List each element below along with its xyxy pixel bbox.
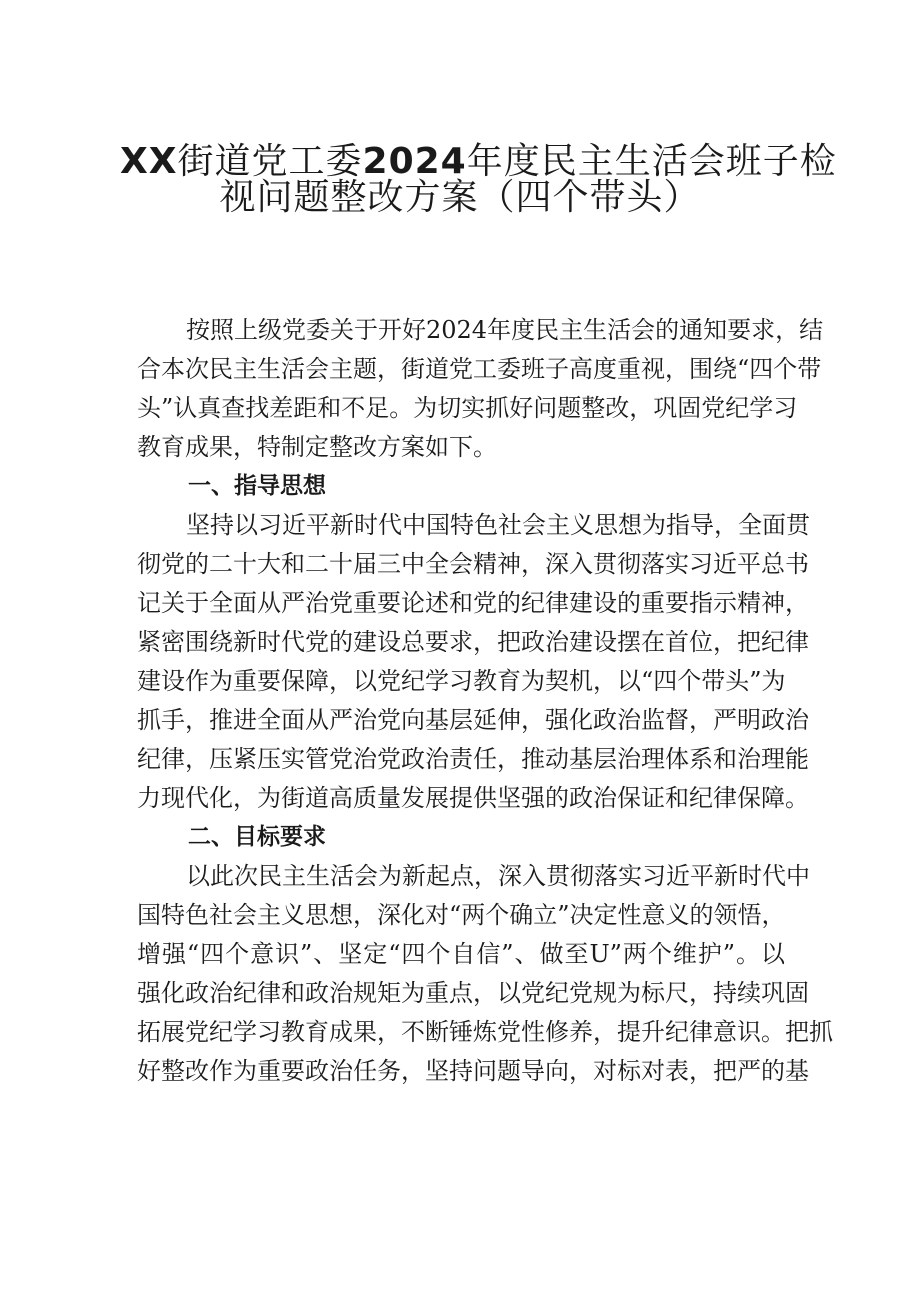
section-2-line: 好整改作为重要政治任务，坚持问题导向，对标对表，把严的基 — [137, 1057, 809, 1085]
intro-line: 教育成果，特制定整改方案如下。 — [137, 433, 497, 461]
section-2-line: 强化政治纪律和政治规矩为重点，以党纪党规为标尺，持续巩固 — [137, 979, 809, 1007]
document-title-line-2: 视问题整改方案（四个带头） — [219, 177, 701, 218]
section-1-line: 纪律，压紧压实管党治党政治责任，推动基层治理体系和治理能 — [137, 745, 809, 773]
title-prefix: XX — [120, 141, 178, 182]
intro-line: 按照上级党委关于开好2024年度民主生活会的通知要求，结 — [186, 316, 824, 344]
section-2-line: 增强“四个意识”、坚定“四个自信”、做至U”两个维护”。以 — [137, 940, 785, 968]
section-2-line: 以此次民主生活会为新起点，深入贯彻落实习近平新时代中 — [186, 862, 810, 890]
title-part-b: 年度民主生活会班子检 — [466, 141, 837, 182]
section-2-line: 国特色社会主义思想，深化对“两个确立”决定性意义的领悟， — [137, 901, 786, 929]
section-1-line: 彻党的二十大和二十届三中全会精神，深入贯彻落实习近平总书 — [137, 550, 809, 578]
title-part-a: 街道党工委 — [177, 141, 363, 182]
section-2-line: 拓展党纪学习教育成果，不断锤炼党性修养，提升纪律意识。把抓 — [137, 1018, 833, 1046]
intro-line: 头”认真查找差距和不足。为切实抓好问题整改，巩固党纪学习 — [137, 394, 798, 422]
section-1-line: 记关于全面从严治党重要论述和党的纪律建设的重要指示精神， — [137, 589, 809, 617]
intro-line: 合本次民主生活会主题，街道党工委班子高度重视，围绕“四个带 — [137, 355, 822, 383]
section-1-line: 力现代化，为街道高质量发展提供坚强的政治保证和纪律保障。 — [137, 784, 809, 812]
section-1-line: 建设作为重要保障，以党纪学习教育为契机，以“四个带头”为 — [137, 667, 786, 695]
section-1-line: 坚持以习近平新时代中国特色社会主义思想为指导，全面贯 — [186, 511, 810, 539]
section-1-line: 紧密围绕新时代党的建设总要求，把政治建设摆在首位，把纪律 — [137, 628, 809, 656]
section-1-heading: 一、指导思想 — [188, 473, 326, 499]
section-2-heading: 二、目标要求 — [188, 824, 326, 850]
title-year: 2024 — [362, 141, 467, 182]
section-1-line: 抓手，推进全面从严治党向基层延伸，强化政治监督，严明政治 — [137, 706, 809, 734]
